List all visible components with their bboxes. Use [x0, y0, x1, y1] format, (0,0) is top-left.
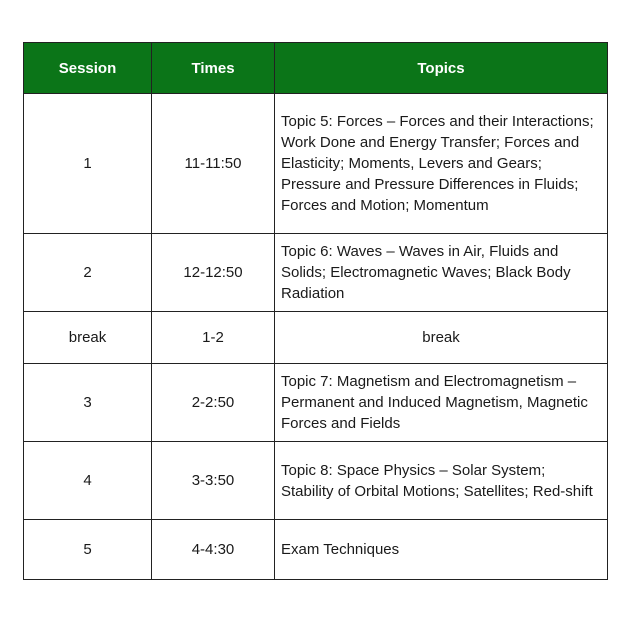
session-cell: 5: [24, 520, 152, 580]
session-cell: 4: [24, 442, 152, 520]
topic-cell: Topic 6: Waves – Waves in Air, Fluids and Solids; Electromagnetic Waves; Black Body Radiation: [275, 234, 608, 312]
topic-cell: Topic 7: Magnetism and Electromagnetism – Permanent and Induced Magnetism, Magnetic Forces and Fields: [275, 364, 608, 442]
schedule-table: [23, 42, 608, 580]
session-cell: break: [24, 312, 152, 364]
table-row: [24, 94, 608, 234]
session-cell: 3: [24, 364, 152, 442]
table-row: [24, 364, 608, 442]
time-cell: 4-4:30: [152, 520, 275, 580]
topic-cell: break: [275, 312, 608, 364]
session-cell: 1: [24, 94, 152, 234]
topic-cell: Exam Techniques: [275, 520, 608, 580]
table-row-break: [24, 312, 608, 364]
topic-cell: Topic 5: Forces – Forces and their Interactions; Work Done and Energy Transfer; Forces and Elasticity; Moments, Levers and Gears; Pressure and Pressure Differences in Fluids; Forces and Motion; Momentum: [275, 94, 608, 234]
table-row: [24, 442, 608, 520]
header-topics: Topics: [275, 43, 608, 94]
table-header-row: [24, 43, 608, 94]
topic-cell: Topic 8: Space Physics – Solar System; Stability of Orbital Motions; Satellites; Red-shift: [275, 442, 608, 520]
time-cell: 12-12:50: [152, 234, 275, 312]
time-cell: 3-3:50: [152, 442, 275, 520]
time-cell: 1-2: [152, 312, 275, 364]
table-row: [24, 234, 608, 312]
time-cell: 11-11:50: [152, 94, 275, 234]
session-cell: 2: [24, 234, 152, 312]
table-row: [24, 520, 608, 580]
header-session: Session: [24, 43, 152, 94]
time-cell: 2-2:50: [152, 364, 275, 442]
header-times: Times: [152, 43, 275, 94]
